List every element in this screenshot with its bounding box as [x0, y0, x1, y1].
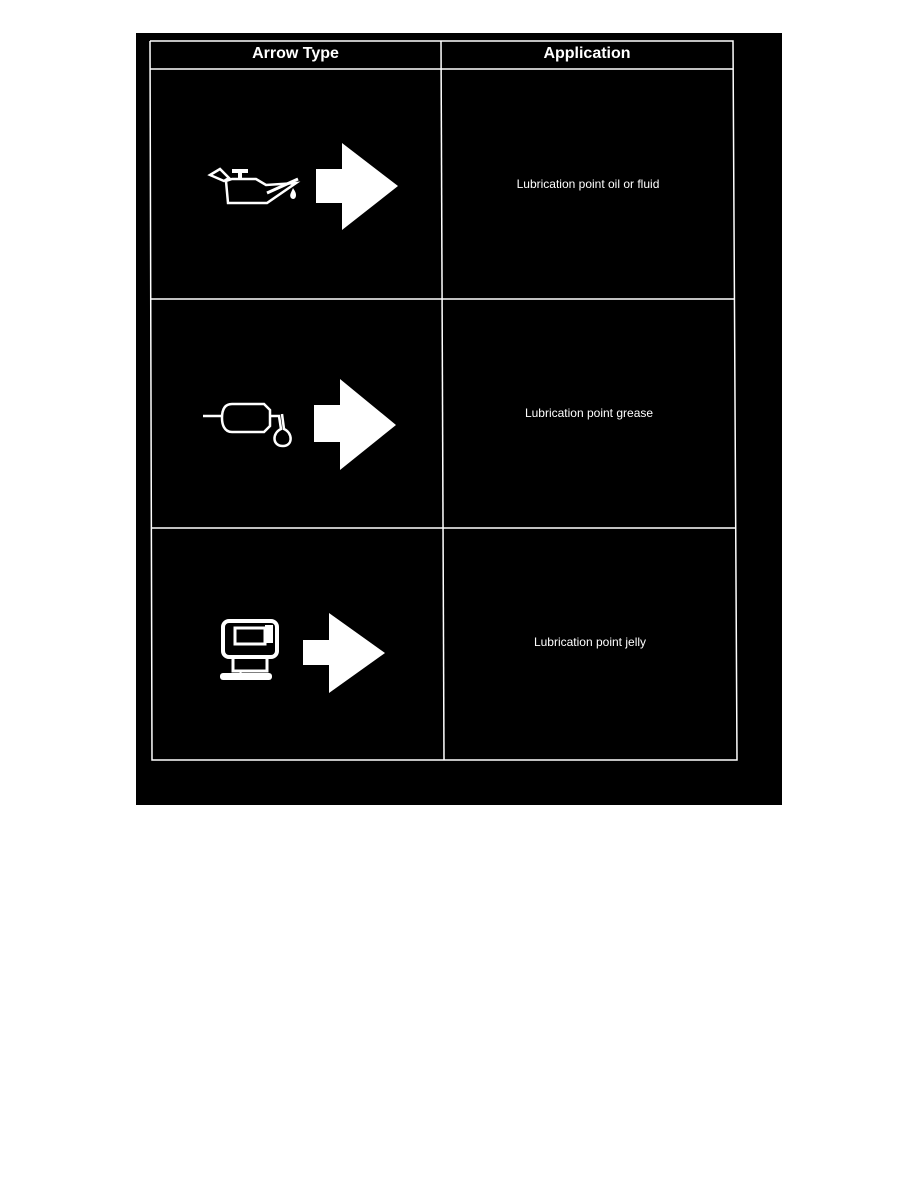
- application-jelly-text: Lubrication point jelly: [533, 635, 647, 649]
- header-arrow-type: Arrow Type: [252, 45, 339, 62]
- oil-can-icon: [210, 169, 298, 203]
- application-oil-text: Lubrication point oil or fluid: [516, 177, 660, 191]
- column-divider: [441, 41, 444, 760]
- lubrication-arrow-table: [136, 33, 782, 805]
- jelly-dispenser-icon: [220, 621, 277, 680]
- jelly-arrow-icon: [303, 613, 385, 693]
- application-grease-text: Lubrication point grease: [524, 406, 654, 420]
- grease-gun-icon: [203, 404, 291, 446]
- oil-arrow-icon: [316, 143, 398, 230]
- table-grid: [150, 41, 737, 760]
- header-application: Application: [543, 45, 631, 62]
- grease-arrow-icon: [314, 379, 396, 470]
